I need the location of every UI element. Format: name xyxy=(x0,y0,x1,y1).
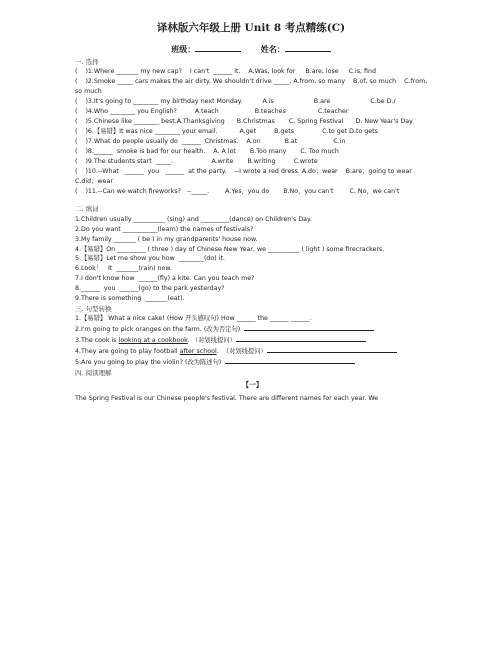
class-label: 班级： xyxy=(171,44,196,54)
fill-question: 1.Children usually __________ (sing) and _________(dance) on Children's Day. xyxy=(75,215,312,223)
transform-question xyxy=(75,335,430,346)
fill-question: 7.I don't know how ______(fly) a kite. Can you teach me? xyxy=(75,275,255,283)
choice-question: ( )7.What do people usually do ______ Christmas. A.on B.at C.in xyxy=(75,137,346,145)
transform-question xyxy=(75,324,430,335)
fill-heading: 二. 填词 xyxy=(75,205,99,214)
choice-question: ( )11.--Can we watch fireworks? --_____. A.Yes，you do B.No，you can't C. No，we can't xyxy=(75,187,400,195)
underlined-phrase: looking at a cookbook xyxy=(118,337,188,345)
choice-question: ( )5.Chinese like ________ best.A.Thanksgiving B.Christmas C. Spring Festival D. New Year's Day xyxy=(75,117,413,125)
choice-question: ( )1.Where _______ my new cap? I can't ______ it. A.Was, look for B.are, lose C.is, find xyxy=(75,68,377,76)
choice-list xyxy=(75,67,430,196)
transform-heading: 三. 句型转换 xyxy=(75,305,112,314)
question-text: 3.The cook is xyxy=(75,337,119,345)
worksheet-content xyxy=(75,57,430,404)
choice-question: ( )9.The students start _____. A.write B.writing C.wrote xyxy=(75,157,318,165)
choice-question: ( )4.Who ________ you English? A.teach B.teaches C.teacher xyxy=(75,108,349,116)
choice-question: ( )10.--What ______ you ______ at the party. --I wrote a red dress. A.do；wear B.are；going to wear C.did；wear xyxy=(75,167,420,185)
choice-question: ( )2.Smoke _____ cars makes the air dirty. We shouldn't drive _____. A.from, so many B.of, so much C.from, so much xyxy=(75,78,430,96)
question-hint: . （对划线提问） xyxy=(187,337,236,345)
question-text: 2.I'm going to pick oranges on the farm. (改为否定句) xyxy=(75,326,245,334)
fill-question: 6.Look！ It _______(rain) now. xyxy=(75,265,172,273)
reading-heading: 四. 阅读理解 xyxy=(75,369,112,378)
page-title: 译林版六年级上册 Unit 8 考点精练(C) xyxy=(156,22,346,34)
fill-question: 2.Do you want ___________(learn) the names of festivals? xyxy=(75,225,254,233)
answer-line[interactable] xyxy=(225,357,355,364)
name-blank[interactable] xyxy=(285,43,331,52)
fill-question: 8.______ you ______(go) to the park yesterday? xyxy=(75,285,225,293)
transform-question xyxy=(75,314,430,324)
choice-heading: 一. 选择 xyxy=(75,58,99,66)
fill-question: 3.My family _______ ( be ) in my grandparents' house now. xyxy=(75,235,258,243)
transform-list xyxy=(75,314,430,368)
transform-question xyxy=(75,346,430,357)
choice-question: ( )6.【易错】It was nice ________ your email. A.get B.gets C.to get D.to gets xyxy=(75,127,378,135)
student-info-line xyxy=(0,43,502,55)
transform-question xyxy=(75,357,430,368)
fill-question: 4.【易错】On _________ ( three ) day of Chinese New Year, we __________ ( light ) some firecrackers. xyxy=(75,245,385,253)
question-text: 5.Are you going to play the violin? (改为陈述句) xyxy=(75,359,226,367)
choice-question: ( )8.______ smoke is bad for our health. A. A lot B.Too many C. Too much xyxy=(75,147,339,155)
passage-text: The Spring Festival is our Chinese people's festival. There are different names for each year. We xyxy=(75,395,379,403)
question-text: 1.【易错】 What a nice cake! (How 开头感叹句) How ______ the ______ ______. xyxy=(75,315,312,323)
class-blank[interactable] xyxy=(195,43,241,52)
answer-line[interactable] xyxy=(267,346,397,353)
question-text: 4.They are going to play football xyxy=(75,348,180,356)
choice-question: ( )3.It's going to ________ my birthday next Monday. A.is B.are C.be D./ xyxy=(75,98,396,106)
passage-title: 【一】 xyxy=(242,381,263,390)
underlined-phrase: after school xyxy=(179,348,217,356)
answer-line[interactable] xyxy=(244,324,374,331)
fill-list xyxy=(75,215,430,304)
fill-question: 5.【易错】Let me show you how ________(do) it. xyxy=(75,255,225,263)
fill-question: 9.There is something _______(eat). xyxy=(75,295,185,303)
answer-line[interactable] xyxy=(236,335,366,342)
question-hint: . （对划线提问） xyxy=(216,348,267,356)
name-label: 姓名： xyxy=(260,44,285,54)
